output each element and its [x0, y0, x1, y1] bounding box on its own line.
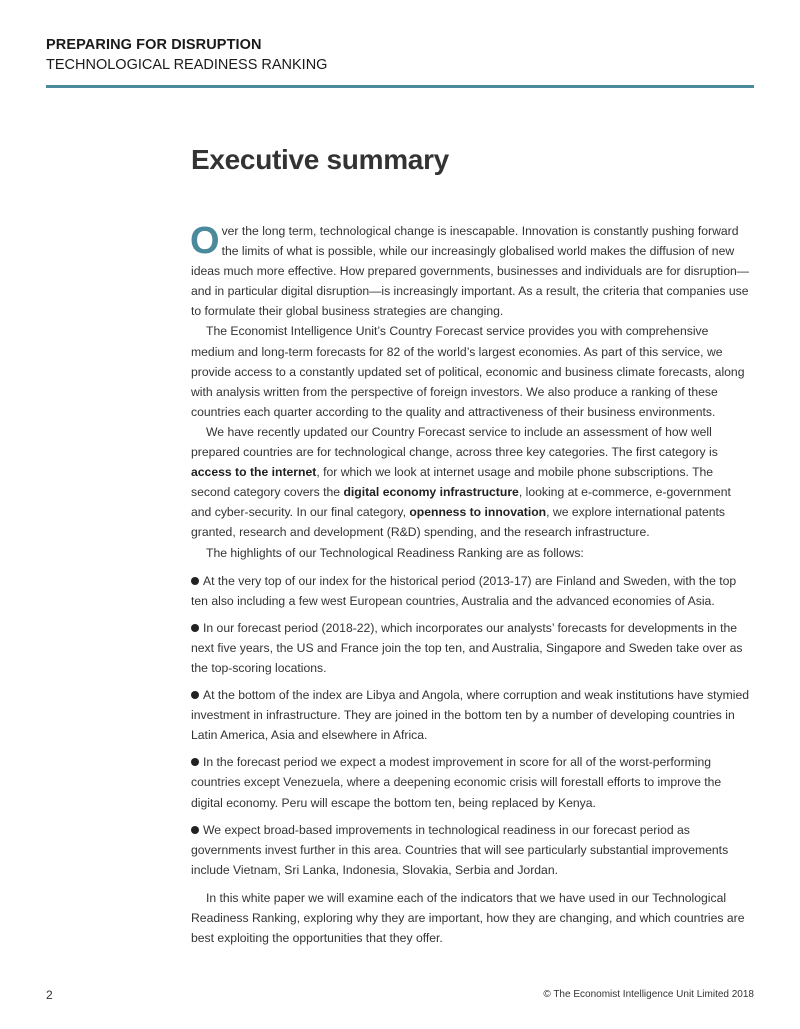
bullet-icon: [191, 758, 199, 766]
intro-paragraph-1: [191, 221, 754, 321]
bullet-icon: [191, 624, 199, 632]
copyright-notice: © The Economist Intelligence Unit Limited 2018: [543, 989, 754, 1000]
highlight-text: In the forecast period we expect a modest improvement in score for all of the worst-performing countries except Venezuela, where a deepening economic crisis will forestall efforts to improve the digital economy. Peru will escape the bottom ten, being replaced by Kenya.: [191, 755, 722, 810]
p3-text-e: , looking at e-commerce, e-government and cyber-security. In our final category,: [191, 485, 731, 520]
category-digital-economy-infrastructure: digital economy infrastructure: [343, 485, 519, 500]
running-header: [46, 36, 754, 75]
highlight-item: [191, 571, 754, 611]
highlights-list: [191, 571, 754, 880]
bullet-icon: [191, 577, 199, 585]
highlight-item: [191, 752, 754, 812]
highlight-item: [191, 685, 754, 745]
intro-paragraph-1-text: ver the long term, technological change is inescapable. Innovation is constantly pushing forward the limits of what is possible, while our increasingly globalised world makes the diffusion of new ideas much more effective. How prepared governments, businesses and individuals are for disruption—and in particular digital disruption—is increasingly important. As a result, the criteria that companies use to formulate their global business strategies are changing.: [191, 224, 749, 319]
page-title: Executive summary: [191, 144, 449, 175]
category-access-to-internet: access to the internet: [191, 465, 317, 480]
highlight-item: [191, 618, 754, 678]
report-subtitle: TECHNOLOGICAL READINESS RANKING: [46, 57, 328, 73]
p3-text-c: , for which we look at internet usage and mobile phone subscriptions. The second category covers the: [191, 465, 714, 500]
intro-paragraph-4: The highlights of our Technological Readiness Ranking are as follows:: [206, 545, 584, 560]
drop-cap: O: [190, 220, 220, 262]
category-openness-to-innovation: openness to innovation: [409, 505, 547, 520]
p3-text-g: , we explore international patents granted, research and development (R&D) spending, and the research infrastructure.: [191, 505, 725, 540]
body-text: [191, 221, 754, 948]
highlight-text: In our forecast period (2018-22), which incorporates our analysts’ forecasts for developments in the next five years, the US and France join the top ten, and Australia, Singapore and Sweden take over as the top-scoring locations.: [191, 620, 743, 675]
page-number: 2: [46, 988, 53, 1002]
intro-paragraph-2: The Economist Intelligence Unit’s Country Forecast service provides you with comprehensive medium and long-term forecasts for 82 of the world’s largest economies. As part of this service, we provide access to a constantly updated set of political, economic and business climate forecasts, along with analysis written from the perspective of foreign investors. We also produce a ranking of these countries each quarter according to the quality and attractiveness of their business environments.: [191, 324, 745, 419]
header-divider: [46, 85, 754, 88]
report-title: PREPARING FOR DISRUPTION: [46, 37, 262, 53]
highlight-text: We expect broad-based improvements in technological readiness in our forecast period as governments invest further in this area. Countries that will see particularly substantial improvements include Vietnam, Sri Lanka, Indonesia, Slovakia, Serbia and Jordan.: [191, 822, 729, 877]
highlight-text: At the very top of our index for the historical period (2013-17) are Finland and Sweden, with the top ten also including a few west European countries, Australia and the advanced economies of Asia.: [191, 573, 737, 608]
highlight-text: At the bottom of the index are Libya and Angola, where corruption and weak institutions have stymied investment in infrastructure. They are joined in the bottom ten by a number of developing countries in Latin America, Asia and elsewhere in Africa.: [191, 688, 750, 743]
highlight-item: [191, 820, 754, 880]
bullet-icon: [191, 826, 199, 834]
closing-paragraph: In this white paper we will examine each of the indicators that we have used in our Technological Readiness Ranking, exploring why they are important, how they are changing, and which countries are best exploiting the opportunities that they offer.: [191, 890, 745, 946]
bullet-icon: [191, 691, 199, 699]
intro-paragraph-3: [191, 422, 754, 543]
p3-text-a: We have recently updated our Country Forecast service to include an assessment of how well prepared countries are for technological change, across three key categories. The first category is: [191, 424, 718, 460]
